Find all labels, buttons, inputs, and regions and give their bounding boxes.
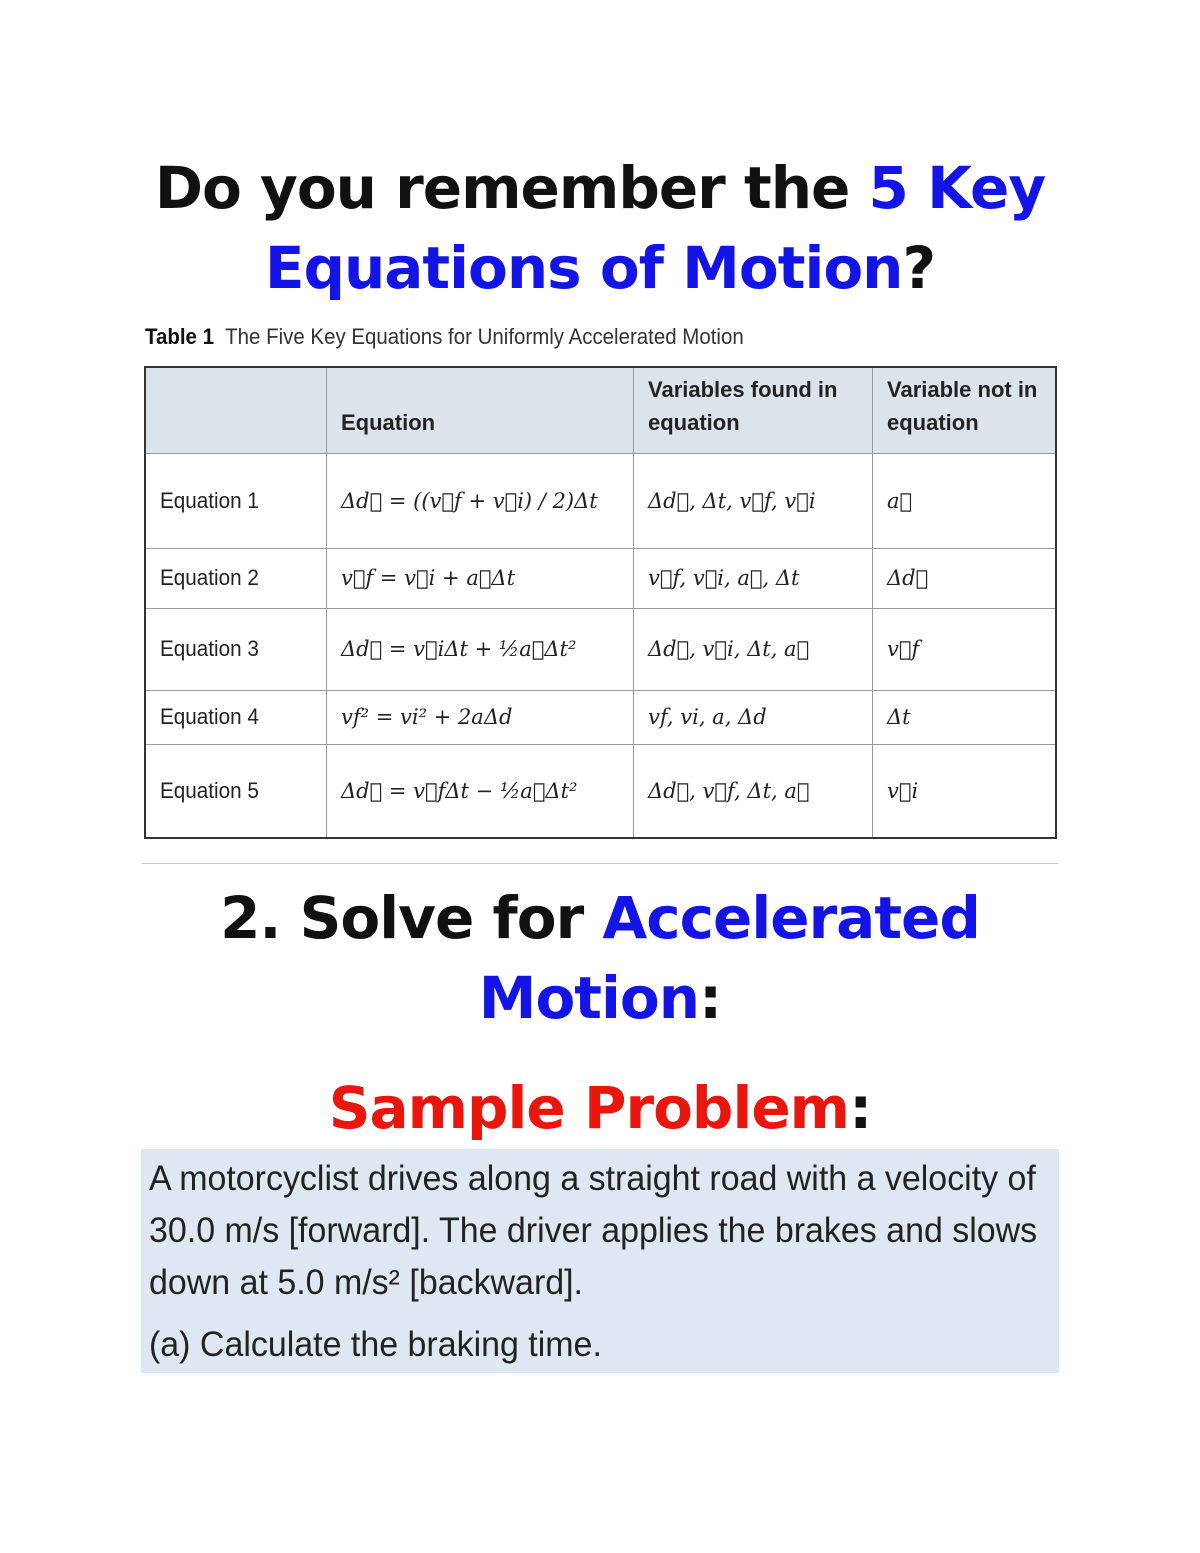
table-row <box>145 690 1056 744</box>
sample-problem-label: Sample Problem <box>328 1074 850 1142</box>
header-equation: Equation <box>327 367 634 453</box>
title-text: Do you remember the <box>154 154 869 222</box>
table-caption-label: Table 1 <box>145 324 214 349</box>
title-highlight-key: 5 Key <box>868 154 1046 222</box>
row-label: Equation 5 <box>145 744 327 838</box>
problem-statement: A motorcyclist drives along a straight road with a velocity of 30.0 m/s [forward]. The driver applies the brakes and slows down at 5.0 m/s² [backward]. <box>149 1159 1038 1302</box>
row-variables-found: v⃗f, v⃗i, a⃗, Δt <box>634 548 873 608</box>
row-variable-not: Δd⃗ <box>873 548 1057 608</box>
sample-problem-heading <box>0 1068 1200 1148</box>
equations-table <box>144 366 1057 839</box>
table-caption <box>145 324 744 350</box>
row-variables-found: vf, vi, a, Δd <box>634 690 873 744</box>
header-variables-found: Variables found in equation <box>634 367 873 453</box>
row-variable-not: v⃗f <box>873 608 1057 690</box>
table-row <box>145 744 1056 838</box>
row-variables-found: Δd⃗, Δt, v⃗f, v⃗i <box>634 453 873 548</box>
title-highlight-equations: Equations of Motion <box>264 234 903 302</box>
row-variables-found: Δd⃗, v⃗i, Δt, a⃗ <box>634 608 873 690</box>
table-row <box>145 608 1056 690</box>
table-row <box>145 548 1056 608</box>
row-label: Equation 1 <box>145 453 327 548</box>
table-header-row <box>145 367 1056 453</box>
table-row <box>145 453 1056 548</box>
header-empty <box>145 367 327 453</box>
section-heading-text: 2. Solve for <box>220 884 603 952</box>
row-variables-found: Δd⃗, v⃗f, Δt, a⃗ <box>634 744 873 838</box>
row-equation: vf² = vi² + 2aΔd <box>327 690 634 744</box>
header-variable-not: Variable not in equation <box>873 367 1057 453</box>
row-variable-not: a⃗ <box>873 453 1057 548</box>
row-label: Equation 4 <box>145 690 327 744</box>
section-heading-highlight-motion: Motion <box>478 964 700 1032</box>
page-title <box>0 148 1200 308</box>
table-caption-text: The Five Key Equations for Uniformly Accelerated Motion <box>225 324 744 349</box>
title-end: ? <box>902 234 936 302</box>
row-variable-not: v⃗i <box>873 744 1057 838</box>
row-equation: Δd⃗ = v⃗iΔt + ½a⃗Δt² <box>327 608 634 690</box>
section-heading <box>0 878 1200 1038</box>
sample-problem-end: : <box>849 1074 872 1142</box>
row-equation: v⃗f = v⃗i + a⃗Δt <box>327 548 634 608</box>
section-heading-highlight: Accelerated <box>602 884 980 952</box>
row-equation: Δd⃗ = v⃗fΔt − ½a⃗Δt² <box>327 744 634 838</box>
row-label: Equation 3 <box>145 608 327 690</box>
row-equation: Δd⃗ = ((v⃗f + v⃗i) / 2)Δt <box>327 453 634 548</box>
problem-box <box>141 1149 1059 1373</box>
row-label: Equation 2 <box>145 548 327 608</box>
row-variable-not: Δt <box>873 690 1057 744</box>
section-heading-end: : <box>699 964 722 1032</box>
divider <box>142 863 1058 864</box>
problem-part-a: (a) Calculate the braking time. <box>149 1325 602 1364</box>
